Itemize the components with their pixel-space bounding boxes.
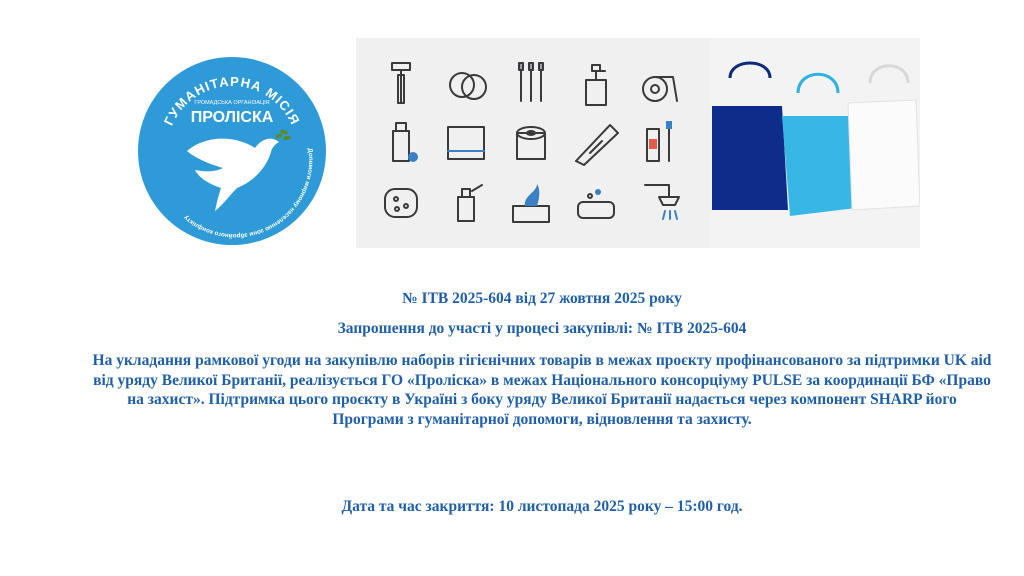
notice-number: № ІТВ 2025-604 від 27 жовтня 2025 року xyxy=(402,290,682,307)
hygiene-icons-panel xyxy=(356,38,710,248)
toilet-paper-icon xyxy=(517,127,545,159)
soap-dispenser-icon xyxy=(586,65,606,105)
closing-deadline: Дата та час закриття: 10 листопада 2025 року – 15:00 год. xyxy=(341,498,743,515)
invitation-title: Запрошення до участі у процесі закупівлі: № ІТВ 2025-604 xyxy=(337,320,747,337)
proliska-logo xyxy=(137,56,327,246)
soap-bar-icon xyxy=(578,189,614,218)
logo-arc-top: ГУМАНІТАРНА МІСІЯ xyxy=(160,73,304,128)
tissue-box-icon xyxy=(513,184,549,222)
logo-org-small: ГРОМАДСЬКА ОРГАНІЗАЦІЯ xyxy=(194,100,270,106)
comb-icon xyxy=(576,125,618,165)
shower-icon xyxy=(645,185,679,219)
logo-org-name: ПРОЛІСКА xyxy=(190,109,274,126)
logo-arc-bottom: Допомоги мирному населенню зони збройного конфлікту xyxy=(182,147,315,240)
cotton-pads-icon xyxy=(450,73,486,99)
notice-description: На укладання рамкової угоди на закупівлю наборів гігієнічних товарів в межах проєкту профінансованого за підтримки UK aid від уряду Великої Британії, реалізується ГО «Проліска» в межах Національного консорціуму PULSE за координації БФ «Право на захист». Підтримка цього проєкту в Україні з боку уряду Великої Британії надається через компонент SHARP його Програми з гуманітарної допомоги, відновлення та захисту. xyxy=(92,352,992,428)
paper-roll-icon xyxy=(643,77,677,101)
deodorant-icon xyxy=(393,123,418,162)
cotton-swabs-icon xyxy=(519,63,543,101)
sponge-icon xyxy=(385,189,417,217)
razor-icon xyxy=(392,63,410,103)
shopping-bags-image xyxy=(710,38,920,248)
towel-icon xyxy=(448,127,484,159)
spray-bottle-icon xyxy=(458,185,482,221)
toothpaste-toothbrush-icon xyxy=(647,121,672,161)
